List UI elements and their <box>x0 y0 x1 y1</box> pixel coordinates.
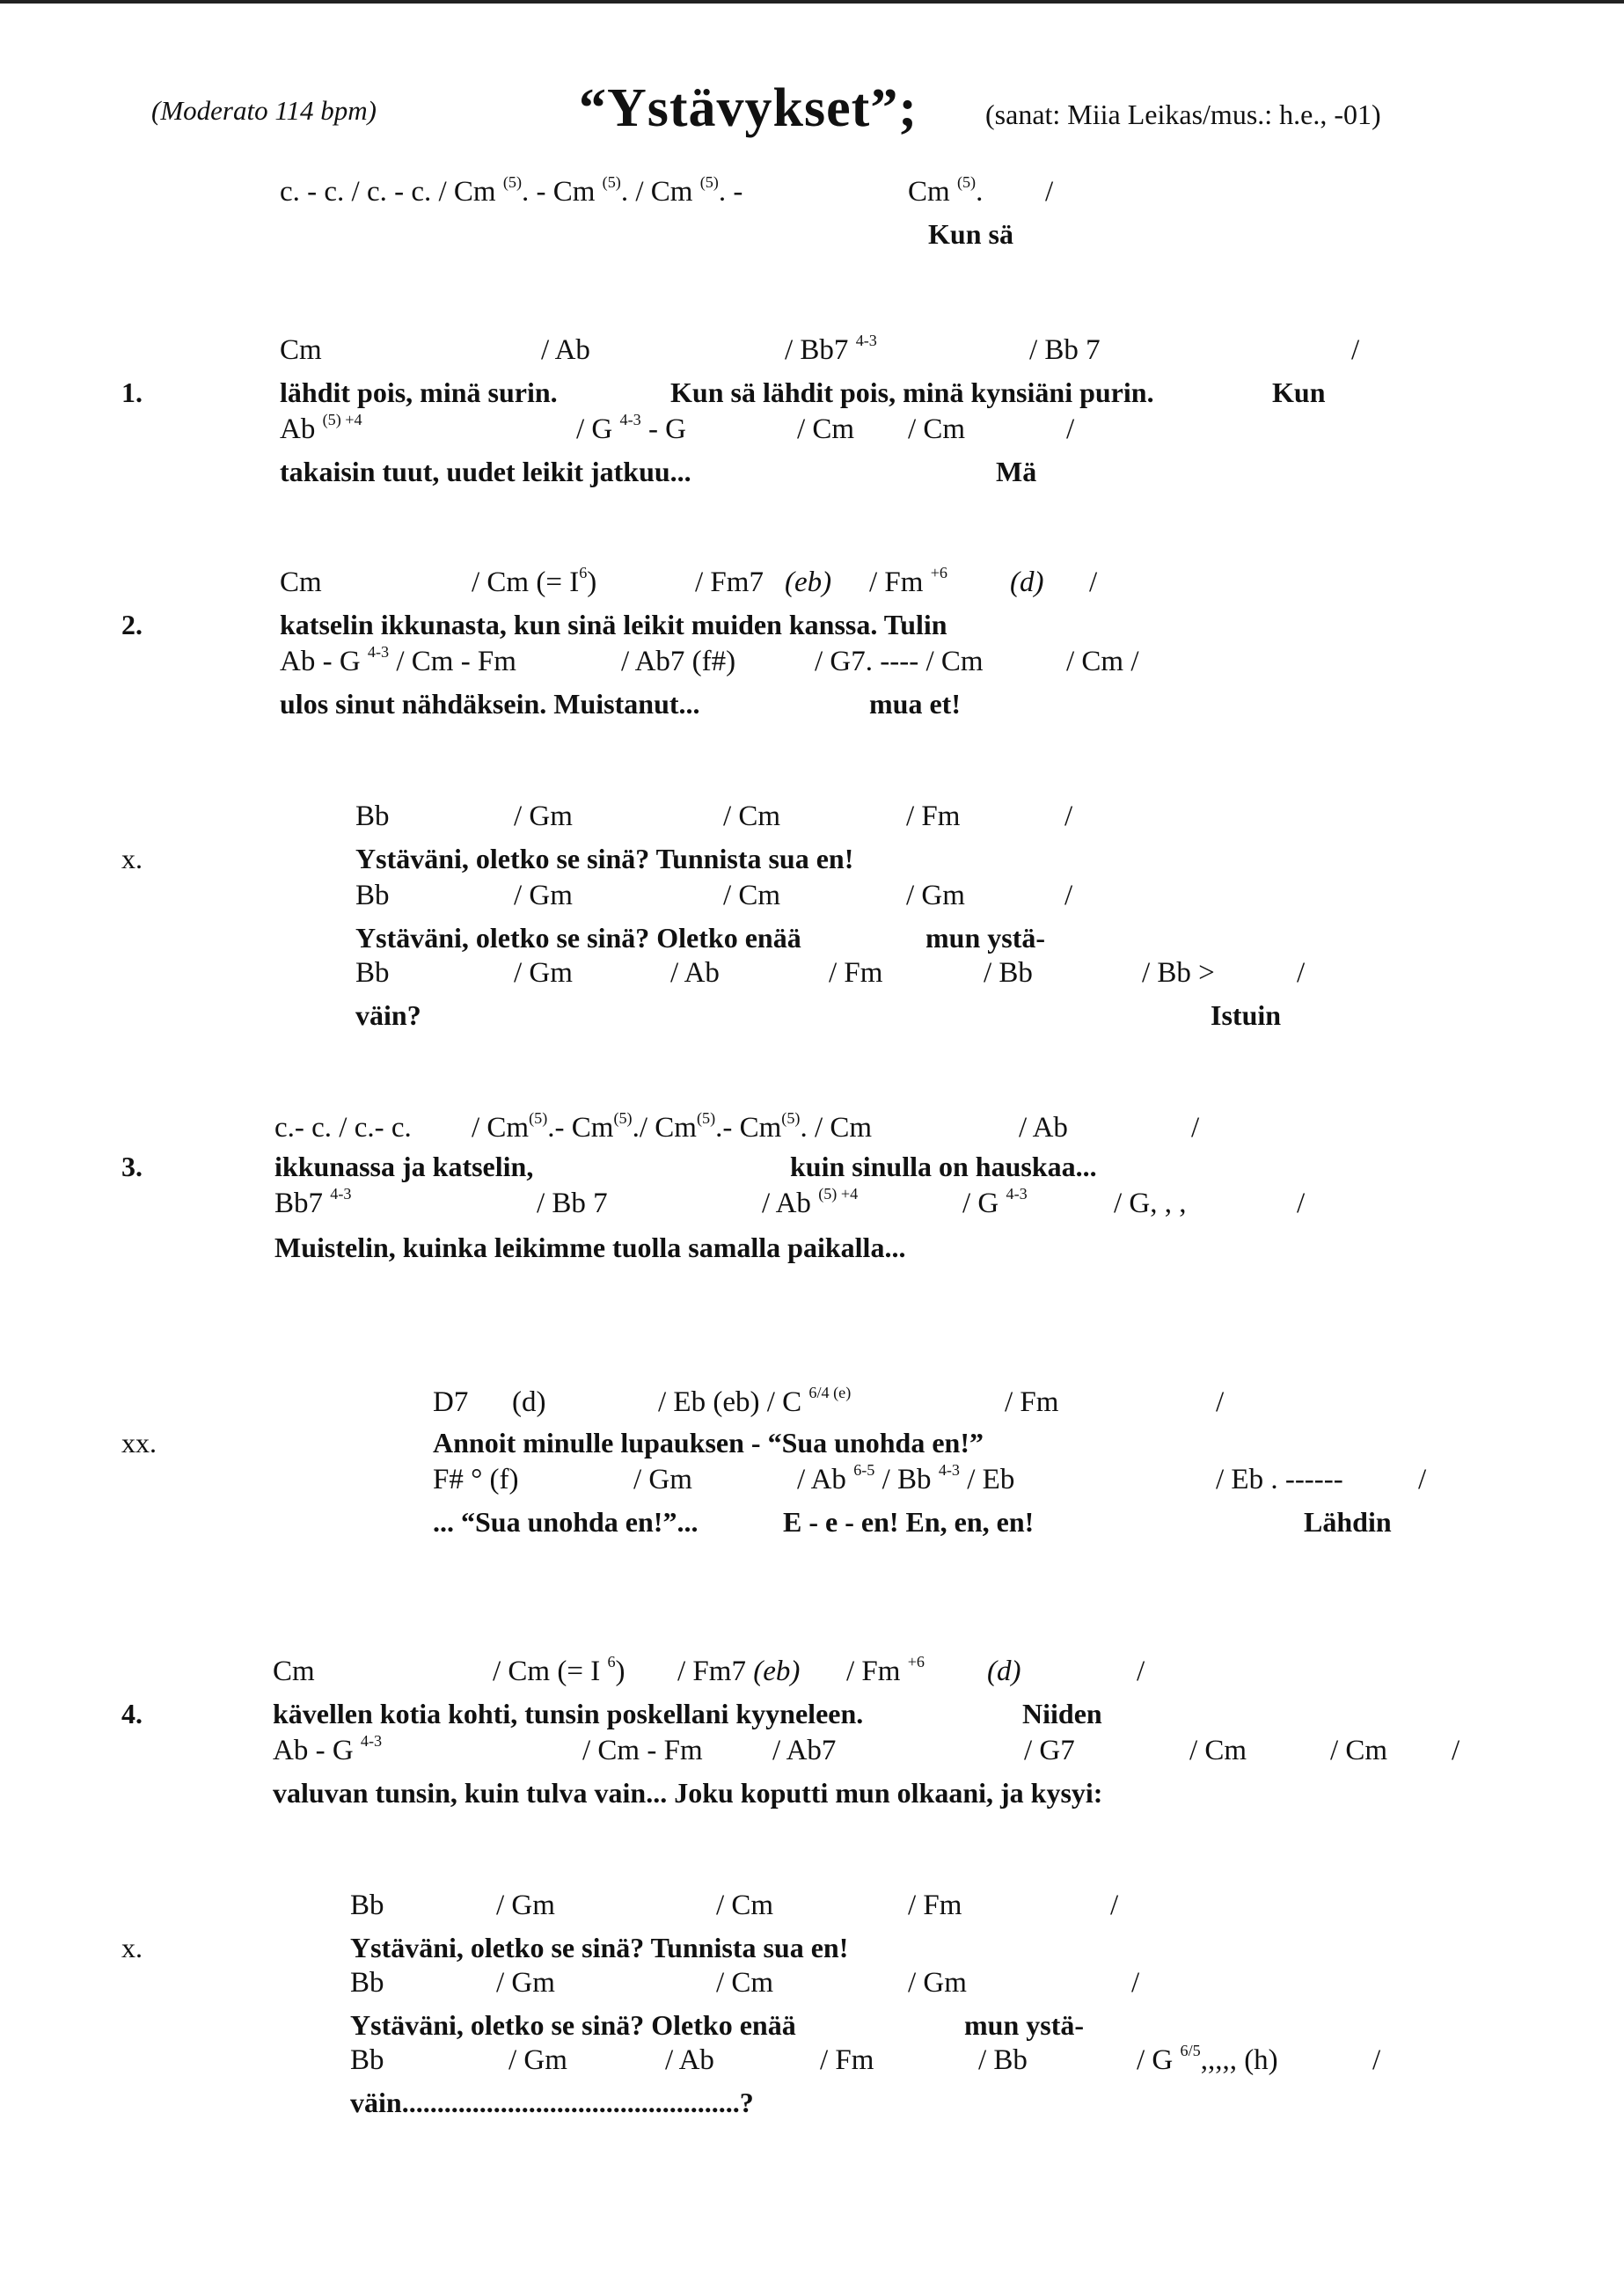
chord: Cm <box>280 567 322 598</box>
chord: Bb <box>355 880 390 911</box>
chorus2-lyric-line-1 <box>0 1932 1624 1970</box>
song-title: “Ystävykset”; <box>579 78 918 138</box>
lyric: katselin ikkunasta, kun sinä leikit muiden kanssa. Tulin <box>280 609 947 640</box>
bar-line: / <box>1089 567 1098 598</box>
lyric: väin................................................? <box>350 2087 754 2118</box>
chord: / Eb . ------ <box>1216 1464 1343 1495</box>
bridge-chord-line-1 <box>0 1386 1624 1425</box>
chord: / Gm <box>514 801 573 832</box>
chord: c. - c. / c. - c. / Cm $^{(5)}$. - Cm $^{(5)}$. / Cm $^{(5)}$. - <box>280 173 743 208</box>
chord: / Fm <box>829 957 883 989</box>
chord: / Ab7 <box>772 1735 837 1766</box>
bar-line: / <box>1064 880 1073 911</box>
chord: / G $^{4-3}$ - G <box>576 411 687 445</box>
chorus2-chord-line-3 <box>0 2044 1624 2083</box>
chorus1-lyric-line-2 <box>0 922 1624 961</box>
chord: / Gm <box>514 957 573 989</box>
chord: / Fm7 (eb) <box>677 1656 801 1687</box>
chorus2-lyric-line-3 <box>0 2087 1624 2125</box>
chord: D7 <box>433 1386 469 1418</box>
chorus-marker: x. <box>121 843 143 874</box>
chord: / Ab $^{(5) +4}$ <box>762 1185 859 1219</box>
verse-number: 2. <box>121 609 143 640</box>
verse3-chord-line-1 <box>0 1109 1624 1151</box>
chord: / Cm <box>723 880 781 911</box>
chord: / G7 <box>1024 1735 1075 1766</box>
bridge-chord-line-2 <box>0 1461 1624 1502</box>
chord: / Cm <box>908 413 966 445</box>
chord: / G $^{4-3}$ <box>962 1185 1028 1219</box>
lyric: Ystäväni, oletko se sinä? Oletko enää <box>350 2009 796 2041</box>
bar-line: / <box>1131 1967 1140 1999</box>
chorus1-chord-line-1 <box>0 801 1624 839</box>
lyric: Lähdin <box>1304 1506 1392 1538</box>
chord: / Cm$^{(5)}$.- Cm$^{(5)}$./ Cm$^{(5)}$.- Cm$^{(5)}$. / Cm <box>472 1109 873 1144</box>
lyric: mun ystä- <box>925 922 1046 954</box>
chord: / Cm <box>797 413 855 445</box>
verse-number: 1. <box>121 377 143 408</box>
chorus1-chord-line-3 <box>0 957 1624 996</box>
lyric: ikkunassa ja katselin, <box>274 1151 534 1182</box>
bridge-lyric-line-1 <box>0 1427 1624 1466</box>
verse3-chord-line-2 <box>0 1185 1624 1226</box>
chord: / Ab <box>665 2044 714 2076</box>
chord: / Bb7 $^{4-3}$ <box>785 332 877 366</box>
bar-line: / <box>1137 1656 1145 1687</box>
verse1-chord-line-2 <box>0 413 1624 452</box>
verse2-lyric-line-1 <box>0 609 1624 647</box>
intro-lyric-line <box>0 218 1624 257</box>
bar-line: / <box>1297 1188 1306 1219</box>
chorus1-lyric-line-3 <box>0 999 1624 1038</box>
chorus2-lyric-line-2 <box>0 2009 1624 2048</box>
chord: Ab - G $^{4-3}$ / Cm - Fm <box>280 643 516 677</box>
verse4-chord-line-2 <box>0 1732 1624 1773</box>
chord: / Gm <box>508 2044 567 2076</box>
chorus2-chord-line-1 <box>0 1890 1624 1928</box>
lyric: lähdit pois, minä surin. <box>280 377 558 408</box>
chord: / Bb <box>978 2044 1028 2076</box>
chord: Bb <box>355 957 390 989</box>
chord: / Cm (= I $^6$) <box>493 1653 625 1687</box>
chord: Bb <box>350 2044 384 2076</box>
chord: Cm <box>273 1656 315 1687</box>
verse4-lyric-line-1 <box>0 1698 1624 1736</box>
song-credits: (sanat: Miia Leikas/mus.: h.e., -01) <box>985 99 1381 130</box>
bar-line: / <box>1064 801 1073 832</box>
chord: / Eb (eb) / C $^{6/4 (e)}$ <box>658 1384 852 1418</box>
chord: (d) <box>1010 567 1044 598</box>
chord: / Fm <box>1005 1386 1059 1418</box>
chord: (d) <box>987 1656 1021 1687</box>
chord: / Cm <box>716 1890 774 1921</box>
verse1-lyric-line-1 <box>0 377 1624 415</box>
chorus-marker: x. <box>121 1932 143 1963</box>
chord: / Ab <box>670 957 720 989</box>
lyric: Kun sä <box>928 218 1013 250</box>
chord: / Fm $^{+6}$ <box>869 564 948 598</box>
bridge-marker: xx. <box>121 1427 157 1459</box>
chord: / Fm $^{+6}$ <box>846 1653 925 1687</box>
chord: / Fm <box>908 1890 962 1921</box>
lyric: Ystäväni, oletko se sinä? Tunnista sua en! <box>350 1932 849 1963</box>
chord: / Gm <box>908 1967 967 1999</box>
lyric: valuvan tunsin, kuin tulva vain... Joku koputti mun olkaani, ja kysyi: <box>273 1777 1103 1809</box>
bar-line: / <box>1110 1890 1119 1921</box>
chord: F# ° (f) <box>433 1464 519 1495</box>
lyric: mua et! <box>869 688 961 720</box>
chord: / Cm (= $I^6$) <box>472 564 597 598</box>
chord: Bb <box>355 801 390 832</box>
verse-number: 3. <box>121 1151 143 1182</box>
chord: / Cm - Fm <box>582 1735 703 1766</box>
verse3-lyric-line-1 <box>0 1151 1624 1189</box>
chord: / Ab <box>1019 1112 1068 1144</box>
chord: / G, , , <box>1114 1188 1187 1219</box>
chord: Bb <box>350 1967 384 1999</box>
verse2-lyric-line-2 <box>0 688 1624 727</box>
lyric: takaisin tuut, uudet leikit jatkuu... <box>280 456 691 487</box>
chord: Bb <box>350 1890 384 1921</box>
chord: / Bb 7 <box>1029 334 1101 366</box>
bar-line: / <box>1191 1112 1200 1144</box>
bar-line: / <box>1297 957 1306 989</box>
tempo-marking: (Moderato 114 bpm) <box>151 95 377 126</box>
lyric: mun ystä- <box>964 2009 1085 2041</box>
lyric: Mä <box>996 456 1037 487</box>
chord: / Ab <box>541 334 590 366</box>
chord: / Cm <box>716 1967 774 1999</box>
lyric: kävellen kotia kohti, tunsin poskellani kyyneleen. <box>273 1698 864 1729</box>
chord: / Ab7 (f#) <box>621 646 736 677</box>
lyric: E - e - en! En, en, en! <box>783 1506 1035 1538</box>
chord: / Fm <box>820 2044 874 2076</box>
bar-line: / <box>1066 413 1075 445</box>
lyric: Niiden <box>1022 1698 1102 1729</box>
bar-line: / <box>1452 1735 1460 1766</box>
verse1-chord-line-1 <box>0 334 1624 373</box>
top-rule <box>0 0 1624 4</box>
chord: / G $^{6/5}$,,,,, (h) <box>1137 2042 1278 2076</box>
chord: Ab - G $^{4-3}$ <box>273 1732 383 1766</box>
chord: / Bb > <box>1142 957 1215 989</box>
verse4-lyric-line-2 <box>0 1777 1624 1816</box>
chord: / Fm7 <box>695 567 764 598</box>
chord: (eb) <box>785 567 832 598</box>
chorus1-chord-line-2 <box>0 880 1624 918</box>
chord: / Gm <box>906 880 965 911</box>
lyric: Kun <box>1272 377 1326 408</box>
chord: Ab $^{(5) +4}$ <box>280 411 362 445</box>
lyric: ... “Sua unohda en!”... <box>433 1506 699 1538</box>
chord: / G7. ---- / Cm <box>815 646 984 677</box>
lyric: Ystäväni, oletko se sinä? Oletko enää <box>355 922 801 954</box>
bridge-lyric-line-2 <box>0 1506 1624 1545</box>
chord: / Cm <box>1189 1735 1247 1766</box>
intro-chord-line <box>0 173 1624 215</box>
chord: / Gm <box>514 880 573 911</box>
lyric: väin? <box>355 999 421 1031</box>
verse3-lyric-line-2 <box>0 1232 1624 1270</box>
chord: / Bb <box>984 957 1033 989</box>
chord: / Bb 7 <box>537 1188 608 1219</box>
chord: / Cm <box>1330 1735 1388 1766</box>
lyric: ulos sinut nähdäksein. Muistanut... <box>280 688 700 720</box>
chord: / Cm <box>723 801 781 832</box>
chord: / Gm <box>496 1967 555 1999</box>
chorus1-lyric-line-1 <box>0 843 1624 881</box>
bar-line: / <box>1418 1464 1427 1495</box>
chord: / Ab $^{6-5}$ / Bb $^{4-3}$ / Eb <box>797 1461 1015 1495</box>
chord: c.- c. / c.- c. <box>274 1112 412 1144</box>
chord: (d) <box>512 1386 546 1418</box>
verse-number: 4. <box>121 1698 143 1729</box>
lyric: Istuin <box>1211 999 1282 1031</box>
bar-line: / <box>1045 176 1054 208</box>
chord: / Cm / <box>1066 646 1139 677</box>
lyric: Ystäväni, oletko se sinä? Tunnista sua en! <box>355 843 854 874</box>
lyric: Muistelin, kuinka leikimme tuolla samalla paikalla... <box>274 1232 906 1263</box>
chord: / Gm <box>496 1890 555 1921</box>
lyric: kuin sinulla on hauskaa... <box>790 1151 1097 1182</box>
verse2-chord-line-1 <box>0 564 1624 605</box>
chord: Cm <box>280 334 322 366</box>
bar-line: / <box>1372 2044 1381 2076</box>
lyric: Annoit minulle lupauksen - “Sua unohda en!” <box>433 1427 984 1459</box>
chorus2-chord-line-2 <box>0 1967 1624 2006</box>
lyric: Kun sä lähdit pois, minä kynsiäni purin. <box>670 377 1154 408</box>
chord: Bb7 $^{4-3}$ <box>274 1185 352 1219</box>
verse1-lyric-line-2 <box>0 456 1624 494</box>
bar-line: / <box>1216 1386 1225 1418</box>
chord: Cm $^{(5)}$. <box>908 173 984 208</box>
verse2-chord-line-2 <box>0 643 1624 684</box>
chord: / Fm <box>906 801 961 832</box>
chord: / Gm <box>633 1464 692 1495</box>
verse4-chord-line-1 <box>0 1653 1624 1694</box>
bar-line: / <box>1351 334 1360 366</box>
